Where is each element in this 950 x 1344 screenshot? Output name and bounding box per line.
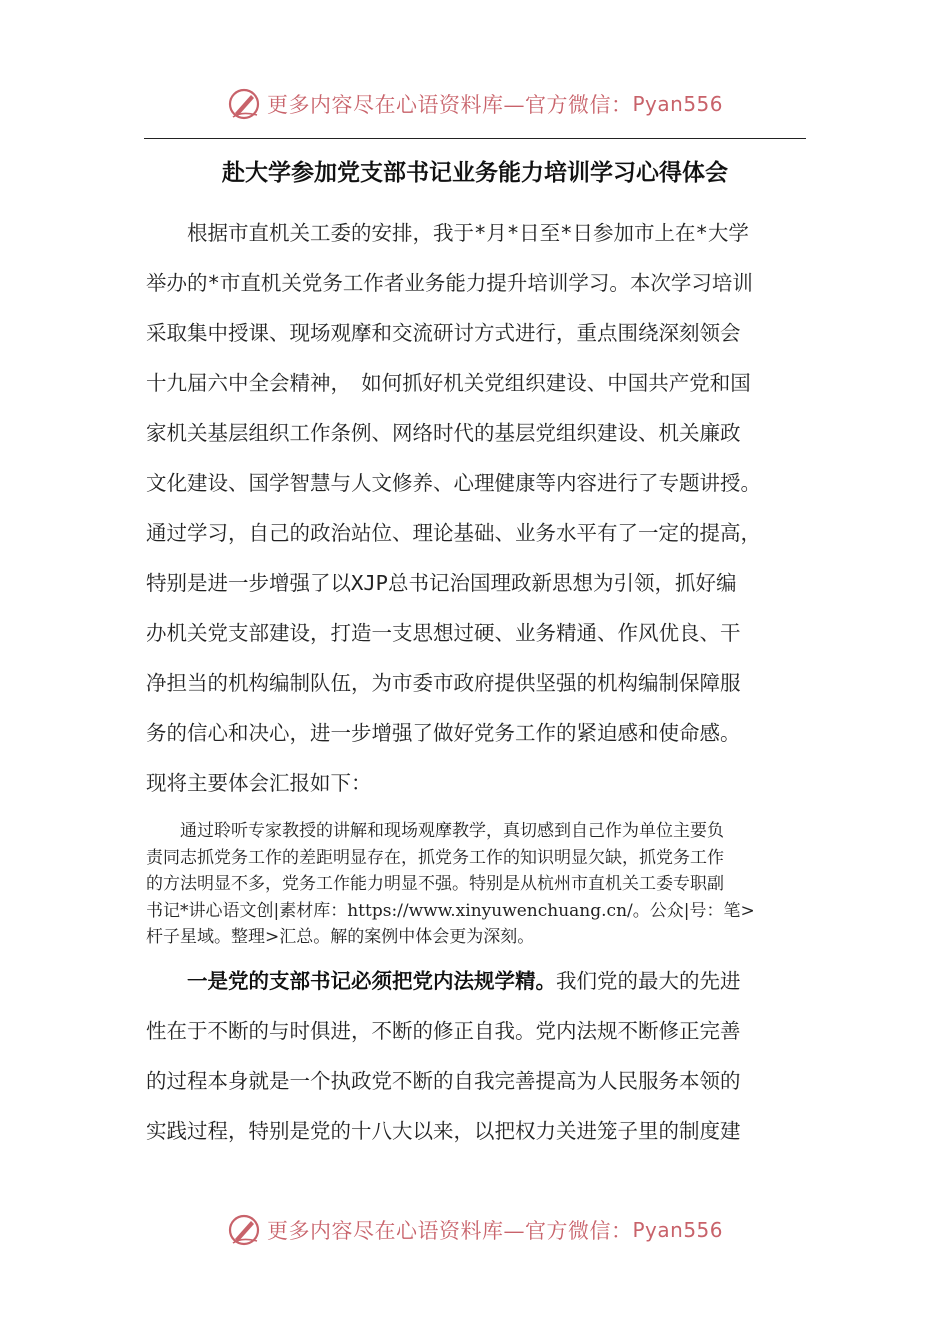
watermark-text: 更多内容尽在心语资料库—官方微信： [266,1219,633,1243]
section-heading-bold: 一是党的支部书记必须把党内法规学精。 [146,969,556,993]
paragraph-line: 务的信心和决心，进一步增强了做好党务工作的紧迫感和使命感。 [146,721,741,745]
paragraph-line: 现将主要体会汇报如下： [146,771,372,795]
paragraph-line: 采取集中授课、现场观摩和交流研讨方式进行，重点围绕深刻领会 [146,321,741,345]
watermark-text: 更多内容尽在心语资料库—官方微信： [266,93,633,117]
pen-circle-logo-icon [227,1213,261,1247]
paragraph-line: 特别是进一步增强了以XJP总书记治国理政新思想为引领，抓好编 [146,571,737,595]
paragraph-line: 家机关基层组织工作条例、网络时代的基层党组织建设、机关廉政 [146,421,741,445]
paragraph-line: 办机关党支部建设，打造一支思想过硬、业务精通、作风优良、干 [146,621,741,645]
note-line: 书记*讲心语文创|素材库：https://www.xinyuwenchuang.cn/。公众|号：笔> [146,900,755,921]
note-line: 杆子星域。整理>汇总。解的案例中体会更为深刻。 [146,927,535,947]
paragraph-line: 的过程本身就是一个执政党不断的自我完善提高为人民服务本领的 [146,1069,741,1093]
pen-circle-logo-icon [227,87,261,121]
paragraph-line: 净担当的机构编制队伍，为市委市政府提供坚强的机构编制保障服 [146,671,741,695]
header-watermark [0,84,950,124]
paragraph-line-rest: 我们党的最大的先进 [556,969,741,993]
note-line: 责同志抓党务工作的差距明显存在，抓党务工作的知识明显欠缺，抓党务工作 [146,847,724,868]
paragraph-line: 通过学习，自己的政治站位、理论基础、业务水平有了一定的提高， [146,521,761,545]
watermark-handle: Pyan556 [632,92,723,116]
paragraph-line: 性在于不断的与时俱进，不断的修正自我。党内法规不断修正完善 [146,1019,741,1043]
source-note [146,818,800,951]
header-divider [144,138,806,139]
paragraph-2 [146,956,810,1156]
document-title: 赴大学参加党支部书记业务能力培训学习心得体会 [222,160,728,186]
paragraph-line: 十九届六中全会精神， 如何抓好机关党组织建设、中国共产党和国 [146,371,751,395]
paragraph-line: 举办的*市直机关党务工作者业务能力提升培训学习。本次学习培训 [146,271,753,295]
paragraph-1 [146,208,810,808]
watermark-handle: Pyan556 [632,1218,723,1242]
paragraph-line: 实践过程，特别是党的十八大以来，以把权力关进笼子里的制度建 [146,1119,741,1143]
paragraph-line [146,956,810,1006]
note-line: 的方法明显不多，党务工作能力明显不强。特别是从杭州市直机关工委专职副 [146,874,724,894]
paragraph-line: 文化建设、国学智慧与人文修养、心理健康等内容进行了专题讲授。 [146,471,761,495]
note-line: 通过聆听专家教授的讲解和现场观摩教学，真切感到自己作为单位主要负 [146,821,724,841]
footer-watermark [0,1210,950,1250]
paragraph-line: 根据市直机关工委的安排，我于*月*日至*日参加市上在*大学 [146,221,749,245]
